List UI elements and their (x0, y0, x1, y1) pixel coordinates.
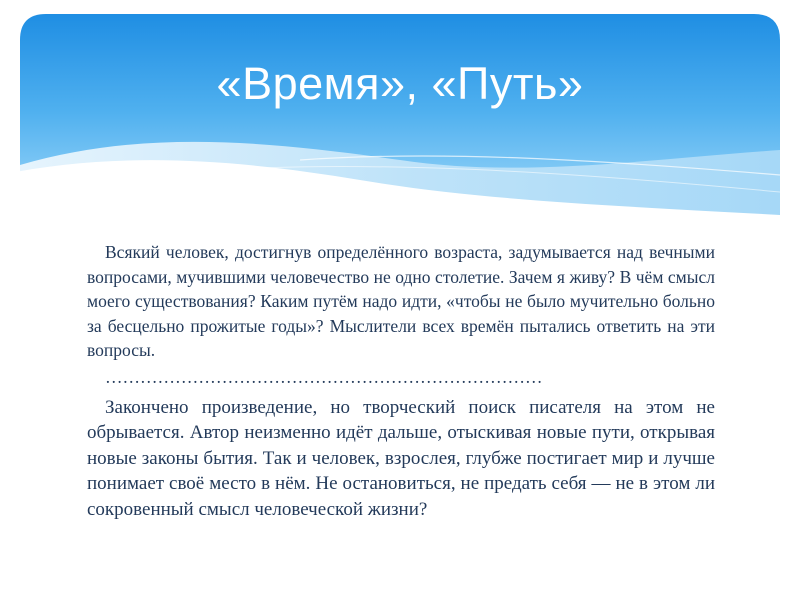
slide-body (87, 240, 715, 522)
slide-title: «Время», «Путь» (216, 58, 584, 109)
paragraph-intro: Всякий человек, достигнув определённого возраста, задумывается над вечными вопросами, мучившими человечество не одно столетие. Зачем я живу? В чём смысл моего существования? Каким путём надо идти, «чтобы не было мучительно больно за бесцельно прожитые годы»? Мыслители всех времён пытались ответить на эти вопросы. (87, 242, 715, 360)
ellipsis-separator: ………………………………………………………………… (105, 366, 543, 387)
paragraph-conclusion: Закончено произведение, но творческий поиск писателя на этом не обрывается. Автор неизменно идёт дальше, отыскивая новые пути, открывая новые законы бытия. Так и человек, взрослея, глубже постигает мир и лучше понимает своё место в нём. Не остановиться, не предать себя — не в этом ли сокровенный смысл человеческой жизни? (87, 396, 715, 520)
header-wave-background (0, 0, 800, 240)
